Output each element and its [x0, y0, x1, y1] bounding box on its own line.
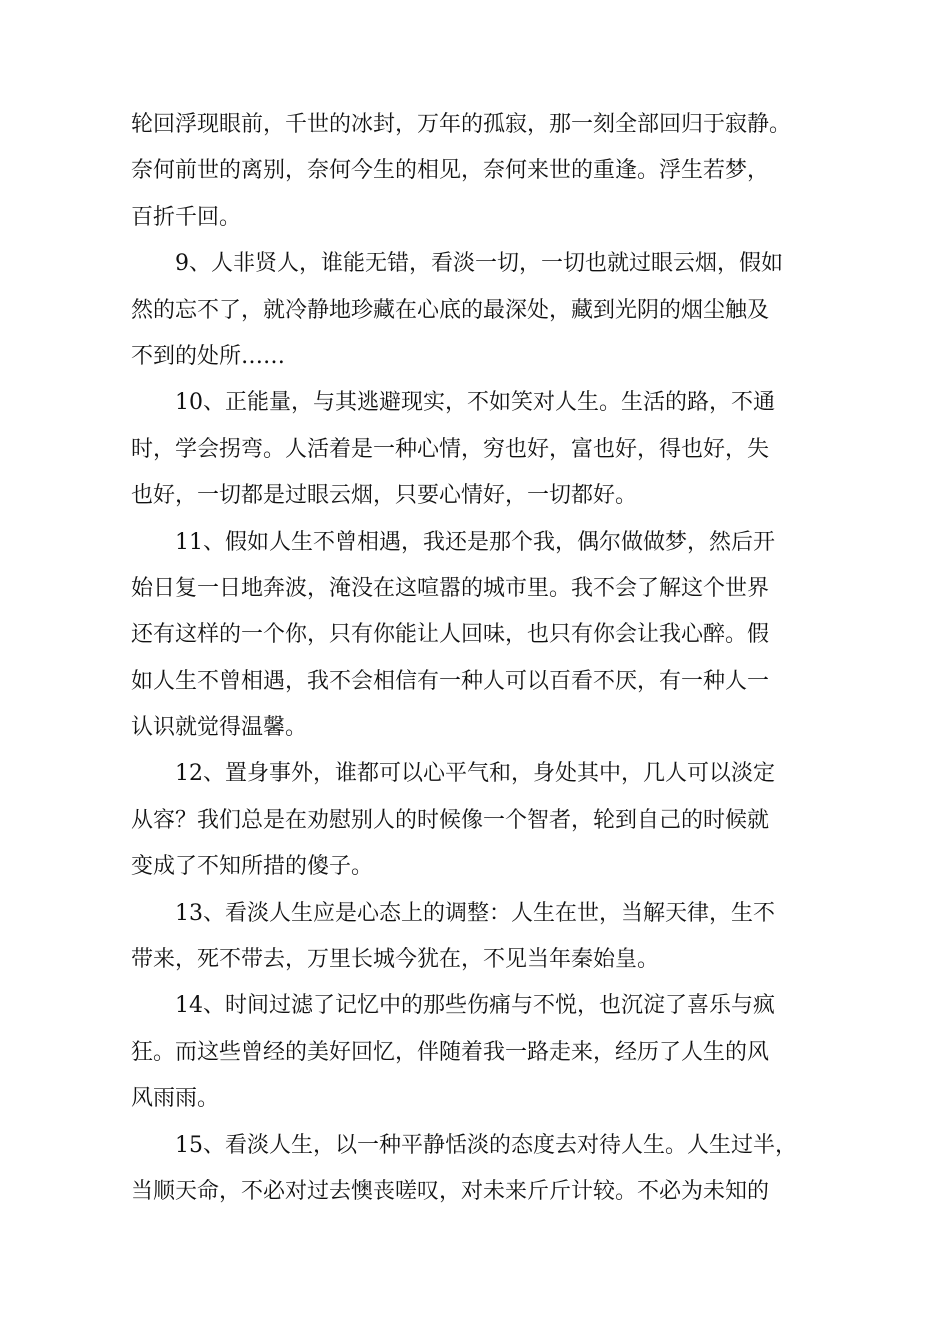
paragraph-9 — [131, 241, 831, 380]
paragraph-10 — [131, 380, 831, 519]
paragraph-15 — [131, 1123, 831, 1216]
text-line: 奈何前世的离别，奈何今生的相见，奈何来世的重逢。浮生若梦， — [131, 158, 770, 184]
text-line: 10、正能量，与其逃避现实，不如笑对人生。生活的路，不通 — [175, 390, 775, 416]
paragraph-12 — [131, 751, 831, 890]
paragraph-11 — [131, 520, 831, 752]
text-line: 11、假如人生不曾相遇，我还是那个我，偶尔做做梦，然后开 — [175, 529, 775, 555]
text-line: 然的忘不了，就冷静地珍藏在心底的最深处，藏到光阴的烟尘触及 — [131, 297, 770, 323]
text-line: 从容？我们总是在劝慰别人的时候像一个智者，轮到自己的时候就 — [131, 807, 770, 833]
text-line: 12、置身事外，谁都可以心平气和，身处其中，几人可以淡定 — [175, 761, 775, 787]
text-line: 当顺天命，不必对过去懊丧嗟叹，对未来斤斤计较。不必为未知的 — [131, 1178, 770, 1204]
text-line: 还有这样的一个你，只有你能让人回味，也只有你会让我心醉。假 — [131, 622, 770, 648]
text-line: 13、看淡人生应是心态上的调整：人生在世，当解天律，生不 — [175, 900, 775, 926]
paragraph-continuation — [131, 102, 831, 241]
text-line: 带来，死不带去，万里长城今犹在，不见当年秦始皇。 — [131, 947, 660, 973]
text-line: 9、人非贤人，谁能无错，看淡一切，一切也就过眼云烟，假如 — [175, 251, 783, 277]
text-line: 时，学会拐弯。人活着是一种心情，穷也好，富也好，得也好，失 — [131, 436, 770, 462]
text-line: 百折千回。 — [131, 204, 242, 230]
text-line: 也好，一切都是过眼云烟，只要心情好，一切都好。 — [131, 483, 638, 509]
document-body — [131, 102, 831, 1215]
text-line: 15、看淡人生，以一种平静恬淡的态度去对待人生。人生过半， — [175, 1132, 797, 1158]
paragraph-14 — [131, 983, 831, 1122]
text-line: 认识就觉得温馨。 — [131, 715, 308, 741]
text-line: 轮回浮现眼前，千世的冰封，万年的孤寂，那一刻全部回归于寂静。 — [131, 112, 792, 137]
text-line: 始日复一日地奔波，淹没在这喧嚣的城市里。我不会了解这个世界 — [131, 575, 770, 601]
paragraph-13 — [131, 891, 831, 984]
text-line: 不到的处所…… — [131, 343, 286, 369]
text-line: 如人生不曾相遇，我不会相信有一种人可以百看不厌，有一种人一 — [131, 668, 770, 694]
text-line: 14、时间过滤了记忆中的那些伤痛与不悦，也沉淀了喜乐与疯 — [175, 993, 775, 1019]
text-line: 狂。而这些曾经的美好回忆，伴随着我一路走来，经历了人生的风 — [131, 1039, 770, 1065]
text-line: 变成了不知所措的傻子。 — [131, 854, 374, 880]
text-line: 风雨雨。 — [131, 1086, 220, 1112]
